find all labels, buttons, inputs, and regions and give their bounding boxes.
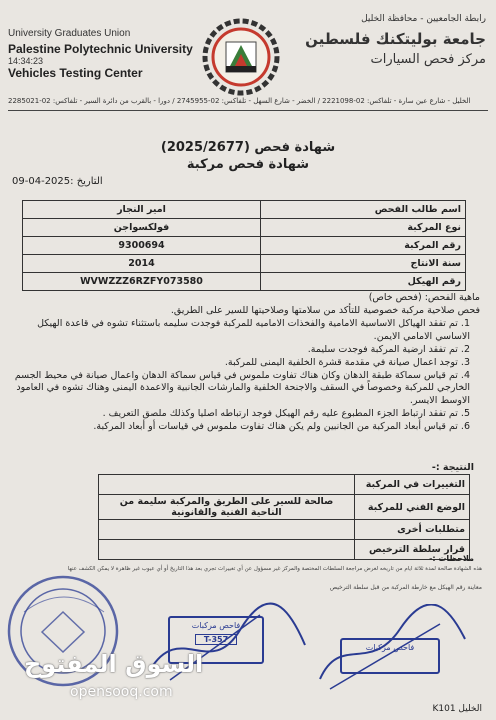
center-name-en: Vehicles Testing Center <box>8 66 143 80</box>
info-label: رقم الهيكل <box>261 273 466 291</box>
watermark-logo-en: opensooq.com <box>70 684 173 700</box>
inspection-body <box>14 292 480 434</box>
watermark-logo-ar: السوق المفتوح <box>24 650 204 678</box>
certificate-date: التاريخ :2025-04-09 <box>12 176 103 187</box>
table-row <box>23 201 466 219</box>
info-label: رقم المركبة <box>261 237 466 255</box>
inspection-nature: ماهية الفحص: (فحص خاص) <box>368 292 480 303</box>
info-value: WVWZZZ6RZFY073580 <box>23 273 261 291</box>
union-name-ar: رابطة الجامعيين - محافظة الخليل <box>361 14 486 24</box>
print-time: 14:34:23 <box>8 56 44 66</box>
table-row <box>23 273 466 291</box>
inspection-item: 5. تم تفقد ارتباط الجزء المطبوع عليه رقم الهيكل فوجد ارتباطه اصليا وكذلك ملصق التعريف . <box>102 407 470 419</box>
info-value: 9300694 <box>23 237 261 255</box>
inspection-item: 1. تم تفقد الهياكل الاساسية الامامية والفخذات الاماميه للمركبة فوجدت سليمه باستثناء تشوه في قاعدة الهيكل الاساسي الامامي الايمن. <box>37 318 470 342</box>
stamp-text: فاحص مركبات <box>191 621 241 630</box>
stamp-plate: T-357 <box>195 634 237 645</box>
inspection-item: 4. تم قياس سماكة طبقة الدهان وكان هناك تفاوت ملموس في قياس سماكة الدهان واعمال صيانة في محيط الجسم الخارجي للمركبة وخصوصاً في السقف والاجنحة الخلفية والمارشات الجانبية والاعمدة اليمنى وهناك تشوه في العامود الاوسط الايسر. <box>14 370 470 406</box>
footer-city-code: الخليل K101 <box>432 704 482 714</box>
inspection-intro: فحص صلاحية مركبة خصوصية للتأكد من سلامتها وصلاحيتها للسير على الطريق. <box>170 305 480 317</box>
result-row-value <box>99 520 355 540</box>
stamp-text: فاحص مركبات <box>365 643 415 652</box>
chassis-fine-print: معاينة رقم الهيكل مع خارطة المركبة من قبل سلطة الترخيص <box>329 584 482 591</box>
result-row-value <box>99 540 355 560</box>
inspection-item: 3. توجد اعمال صيانة في مقدمة قشرة الخلفية اليمنى للمركبة. <box>224 357 470 369</box>
university-name-ar: جامعة بوليتكنك فلسطين <box>305 30 486 48</box>
info-value: امير النجار <box>23 201 261 219</box>
notes-label: ملاحظات :- <box>429 554 474 563</box>
result-row-value: صالحة للسير على الطريق والمركبة سليمة من الناحية الفنية والقانونية <box>99 495 355 520</box>
center-name-ar: مركز فحص السيارات <box>370 52 486 67</box>
info-label: نوع المركبة <box>261 219 466 237</box>
result-label: النتيجة :- <box>431 462 474 473</box>
address-line: الخليل - شارع عين سارة - تلفاكس: 02-2221098 / الخضر - شارع السهل - تلفاكس: 02-2745955 / دورا - بالقرب من دائرة السير - تلفاكس: 02-2285021 <box>8 97 471 105</box>
result-row-label: قرار سلطة الترخيص <box>355 540 470 560</box>
vehicle-info-table <box>22 200 466 291</box>
table-row <box>99 520 470 540</box>
table-row <box>99 540 470 560</box>
inspection-item: 2. تم تفقد ارضية المركبة فوجدت سليمة. <box>307 343 470 355</box>
result-table <box>98 474 470 560</box>
table-row <box>99 475 470 495</box>
table-row <box>23 219 466 237</box>
table-row <box>99 495 470 520</box>
header-arabic-block <box>286 14 486 67</box>
result-row-label: التغييرات في المركبة <box>355 475 470 495</box>
info-value: فولكسواجن <box>23 219 261 237</box>
certificate-number-title: شهادة فحص (2025/2677) <box>160 140 336 155</box>
inspection-item: 6. تم قياس أبعاد المركبة من الجانبين ولم يكن هناك تفاوت ملموس في قياسات أو أبعاد المركبة. <box>93 421 470 433</box>
signature-icon <box>310 604 470 694</box>
info-value: 2014 <box>23 255 261 273</box>
union-name-en: University Graduates Union <box>8 28 131 39</box>
result-row-label: متطلبات أخرى <box>355 520 470 540</box>
info-label: سنة الانتاج <box>261 255 466 273</box>
table-row <box>23 237 466 255</box>
header-divider <box>8 110 488 111</box>
header-english-block <box>8 28 193 80</box>
university-logo-icon <box>196 18 286 96</box>
university-name-en: Palestine Polytechnic University <box>8 42 193 56</box>
result-row-value <box>99 475 355 495</box>
validity-fine-print: هذه الشهادة صالحة لمدة ثلاثة ايام من تاريخه لغرض مراجعة السلطات المختصة والمركز غير مسؤول عن أي تغييرات تجري بعد هذا التاريخ أو أي عيوب غير ظاهرة لا يمكن الكشف عنها <box>67 566 482 572</box>
table-row <box>23 255 466 273</box>
certificate-type-title: شهادة فحص مركبة <box>186 157 310 172</box>
result-row-label: الوضع الفني للمركبة <box>355 495 470 520</box>
info-label: اسم طالب الفحص <box>261 201 466 219</box>
